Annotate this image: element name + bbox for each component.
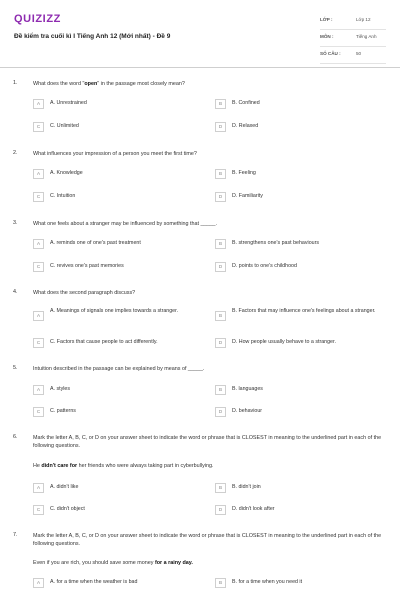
option-text: A. styles <box>50 386 71 392</box>
option-letter-box: A <box>33 578 44 588</box>
answer-option[interactable] <box>215 406 385 420</box>
option-letter-box: D <box>215 407 226 417</box>
option-text: B. Feeling <box>232 170 256 176</box>
meta-value: 50 <box>356 51 362 56</box>
answer-option[interactable] <box>33 238 203 252</box>
option-text: D. didn't look after <box>232 506 275 512</box>
option-text: C. patterns <box>50 408 76 414</box>
answer-option[interactable] <box>215 168 385 182</box>
option-text: A. Knowledge <box>50 170 83 176</box>
question-text: What does the second paragraph discuss? <box>33 290 136 296</box>
question-sentence: Even if you are rich, you should save some money for a rainy day. <box>33 560 193 566</box>
option-text: C. Unlimited <box>50 123 79 129</box>
question-text: What one feels about a stranger may be influenced by something that _____. <box>33 221 217 227</box>
question-number: 7. <box>13 532 18 538</box>
option-text: C. revives one's past memories <box>50 263 124 269</box>
option-letter-box: A <box>33 169 44 179</box>
answer-option[interactable] <box>33 482 203 496</box>
answer-option[interactable] <box>215 191 385 205</box>
option-text: C. Intuition <box>50 193 76 199</box>
answer-option[interactable] <box>215 384 385 398</box>
option-letter-box: C <box>33 262 44 272</box>
answer-option[interactable] <box>215 261 385 275</box>
option-letter-box: C <box>33 192 44 202</box>
meta-label: LỚP : <box>320 17 333 22</box>
answer-option[interactable] <box>33 577 203 591</box>
option-text: A. Meanings of signals one implies towards a stranger. <box>50 308 179 314</box>
answer-option[interactable] <box>215 306 385 328</box>
option-text: B. Confined <box>232 100 260 106</box>
question-number: 2. <box>13 150 18 156</box>
meta-row-class <box>320 13 386 30</box>
option-letter-box: D <box>215 338 226 348</box>
answer-option[interactable] <box>33 121 203 135</box>
option-letter-box: A <box>33 483 44 493</box>
option-text: B. strengthens one's past behaviours <box>232 240 319 246</box>
question-text: Intuition described in the passage can be explained by means of _____. <box>33 366 205 372</box>
option-letter-box: C <box>33 122 44 132</box>
meta-row-question-count <box>320 47 386 64</box>
option-letter-box: B <box>215 385 226 395</box>
option-letter-box: B <box>215 239 226 249</box>
answer-option[interactable] <box>33 406 203 420</box>
question-number: 6. <box>13 434 18 440</box>
answer-option[interactable] <box>33 261 203 275</box>
option-text: B. didn't join <box>232 484 261 490</box>
option-letter-box: D <box>215 262 226 272</box>
option-text: A. Unrestrained <box>50 100 87 106</box>
question-text: Mark the letter A, B, C, or D on your answer sheet to indicate the word or phrase that is CLOSEST in meaning to the underlined part in each of the following questions. <box>33 533 382 547</box>
option-text: D. How people usually behave to a stranger. <box>232 339 336 345</box>
answer-option[interactable] <box>215 98 385 112</box>
option-text: D. points to one's childhood <box>232 263 297 269</box>
question-number: 4. <box>13 289 18 295</box>
question-text: What does the word "open" in the passage most closely mean? <box>33 81 185 87</box>
option-letter-box: B <box>215 99 226 109</box>
document-meta <box>320 13 386 64</box>
answer-option[interactable] <box>33 191 203 205</box>
meta-label: SỐ CÂU : <box>320 51 341 56</box>
option-letter-box: B <box>215 169 226 179</box>
meta-label: MÔN : <box>320 34 334 39</box>
option-text: D. behaviour <box>232 408 263 414</box>
option-text: B. for a time when you need it <box>232 579 303 585</box>
answer-option[interactable] <box>33 384 203 398</box>
option-text: A. for a time when the weather is bad <box>50 579 138 585</box>
option-letter-box: C <box>33 338 44 348</box>
option-letter-box: A <box>33 385 44 395</box>
option-text: D. Familiarity <box>232 193 263 199</box>
answer-option[interactable] <box>33 337 203 351</box>
option-letter-box: A <box>33 99 44 109</box>
meta-value: Lớp 12 <box>356 17 371 22</box>
question-number: 5. <box>13 365 18 371</box>
option-text: A. reminds one of one's past treatment <box>50 240 141 246</box>
option-letter-box: D <box>215 122 226 132</box>
option-letter-box: B <box>215 578 226 588</box>
question-sentence: He didn't care for her friends who were always taking part in cyberbullying. <box>33 463 214 469</box>
question-number: 1. <box>13 80 18 86</box>
answer-option[interactable] <box>215 577 385 591</box>
option-letter-box: C <box>33 407 44 417</box>
option-text: A. didn't like <box>50 484 79 490</box>
option-text: D. Relaxed <box>232 123 259 129</box>
question-text: Mark the letter A, B, C, or D on your answer sheet to indicate the word or phrase that is CLOSEST in meaning to the underlined part in each of the following questions. <box>33 435 382 449</box>
header-divider <box>0 67 400 68</box>
option-letter-box: A <box>33 239 44 249</box>
option-text: C. Factors that cause people to act differently. <box>50 339 158 345</box>
option-letter-box: D <box>215 505 226 515</box>
answer-option[interactable] <box>215 504 385 518</box>
meta-value: Tiếng Anh <box>356 34 377 39</box>
option-text: B. languages <box>232 386 263 392</box>
document-header <box>0 0 400 62</box>
answer-option[interactable] <box>215 238 385 252</box>
question-number: 3. <box>13 220 18 226</box>
answer-option[interactable] <box>33 168 203 182</box>
answer-option[interactable] <box>215 482 385 496</box>
option-letter-box: D <box>215 192 226 202</box>
document-title: Đề kiểm tra cuối kì I Tiếng Anh 12 (Mới nhất) - Đề 9 <box>14 33 171 40</box>
answer-option[interactable] <box>33 98 203 112</box>
answer-option[interactable] <box>215 121 385 135</box>
answer-option[interactable] <box>33 504 203 518</box>
answer-option[interactable] <box>33 306 203 328</box>
option-text: B. Factors that may influence one's feelings about a stranger. <box>232 308 376 314</box>
option-letter-box: B <box>215 483 226 493</box>
option-letter-box: C <box>33 505 44 515</box>
meta-row-subject <box>320 30 386 47</box>
quizizz-logo: QUIZIZZ <box>14 13 61 25</box>
answer-option[interactable] <box>215 337 385 351</box>
option-text: C. didn't object <box>50 506 85 512</box>
option-letter-box: A <box>33 311 44 321</box>
question-text: What influences your impression of a person you meet the first time? <box>33 151 197 157</box>
option-letter-box: B <box>215 311 226 321</box>
